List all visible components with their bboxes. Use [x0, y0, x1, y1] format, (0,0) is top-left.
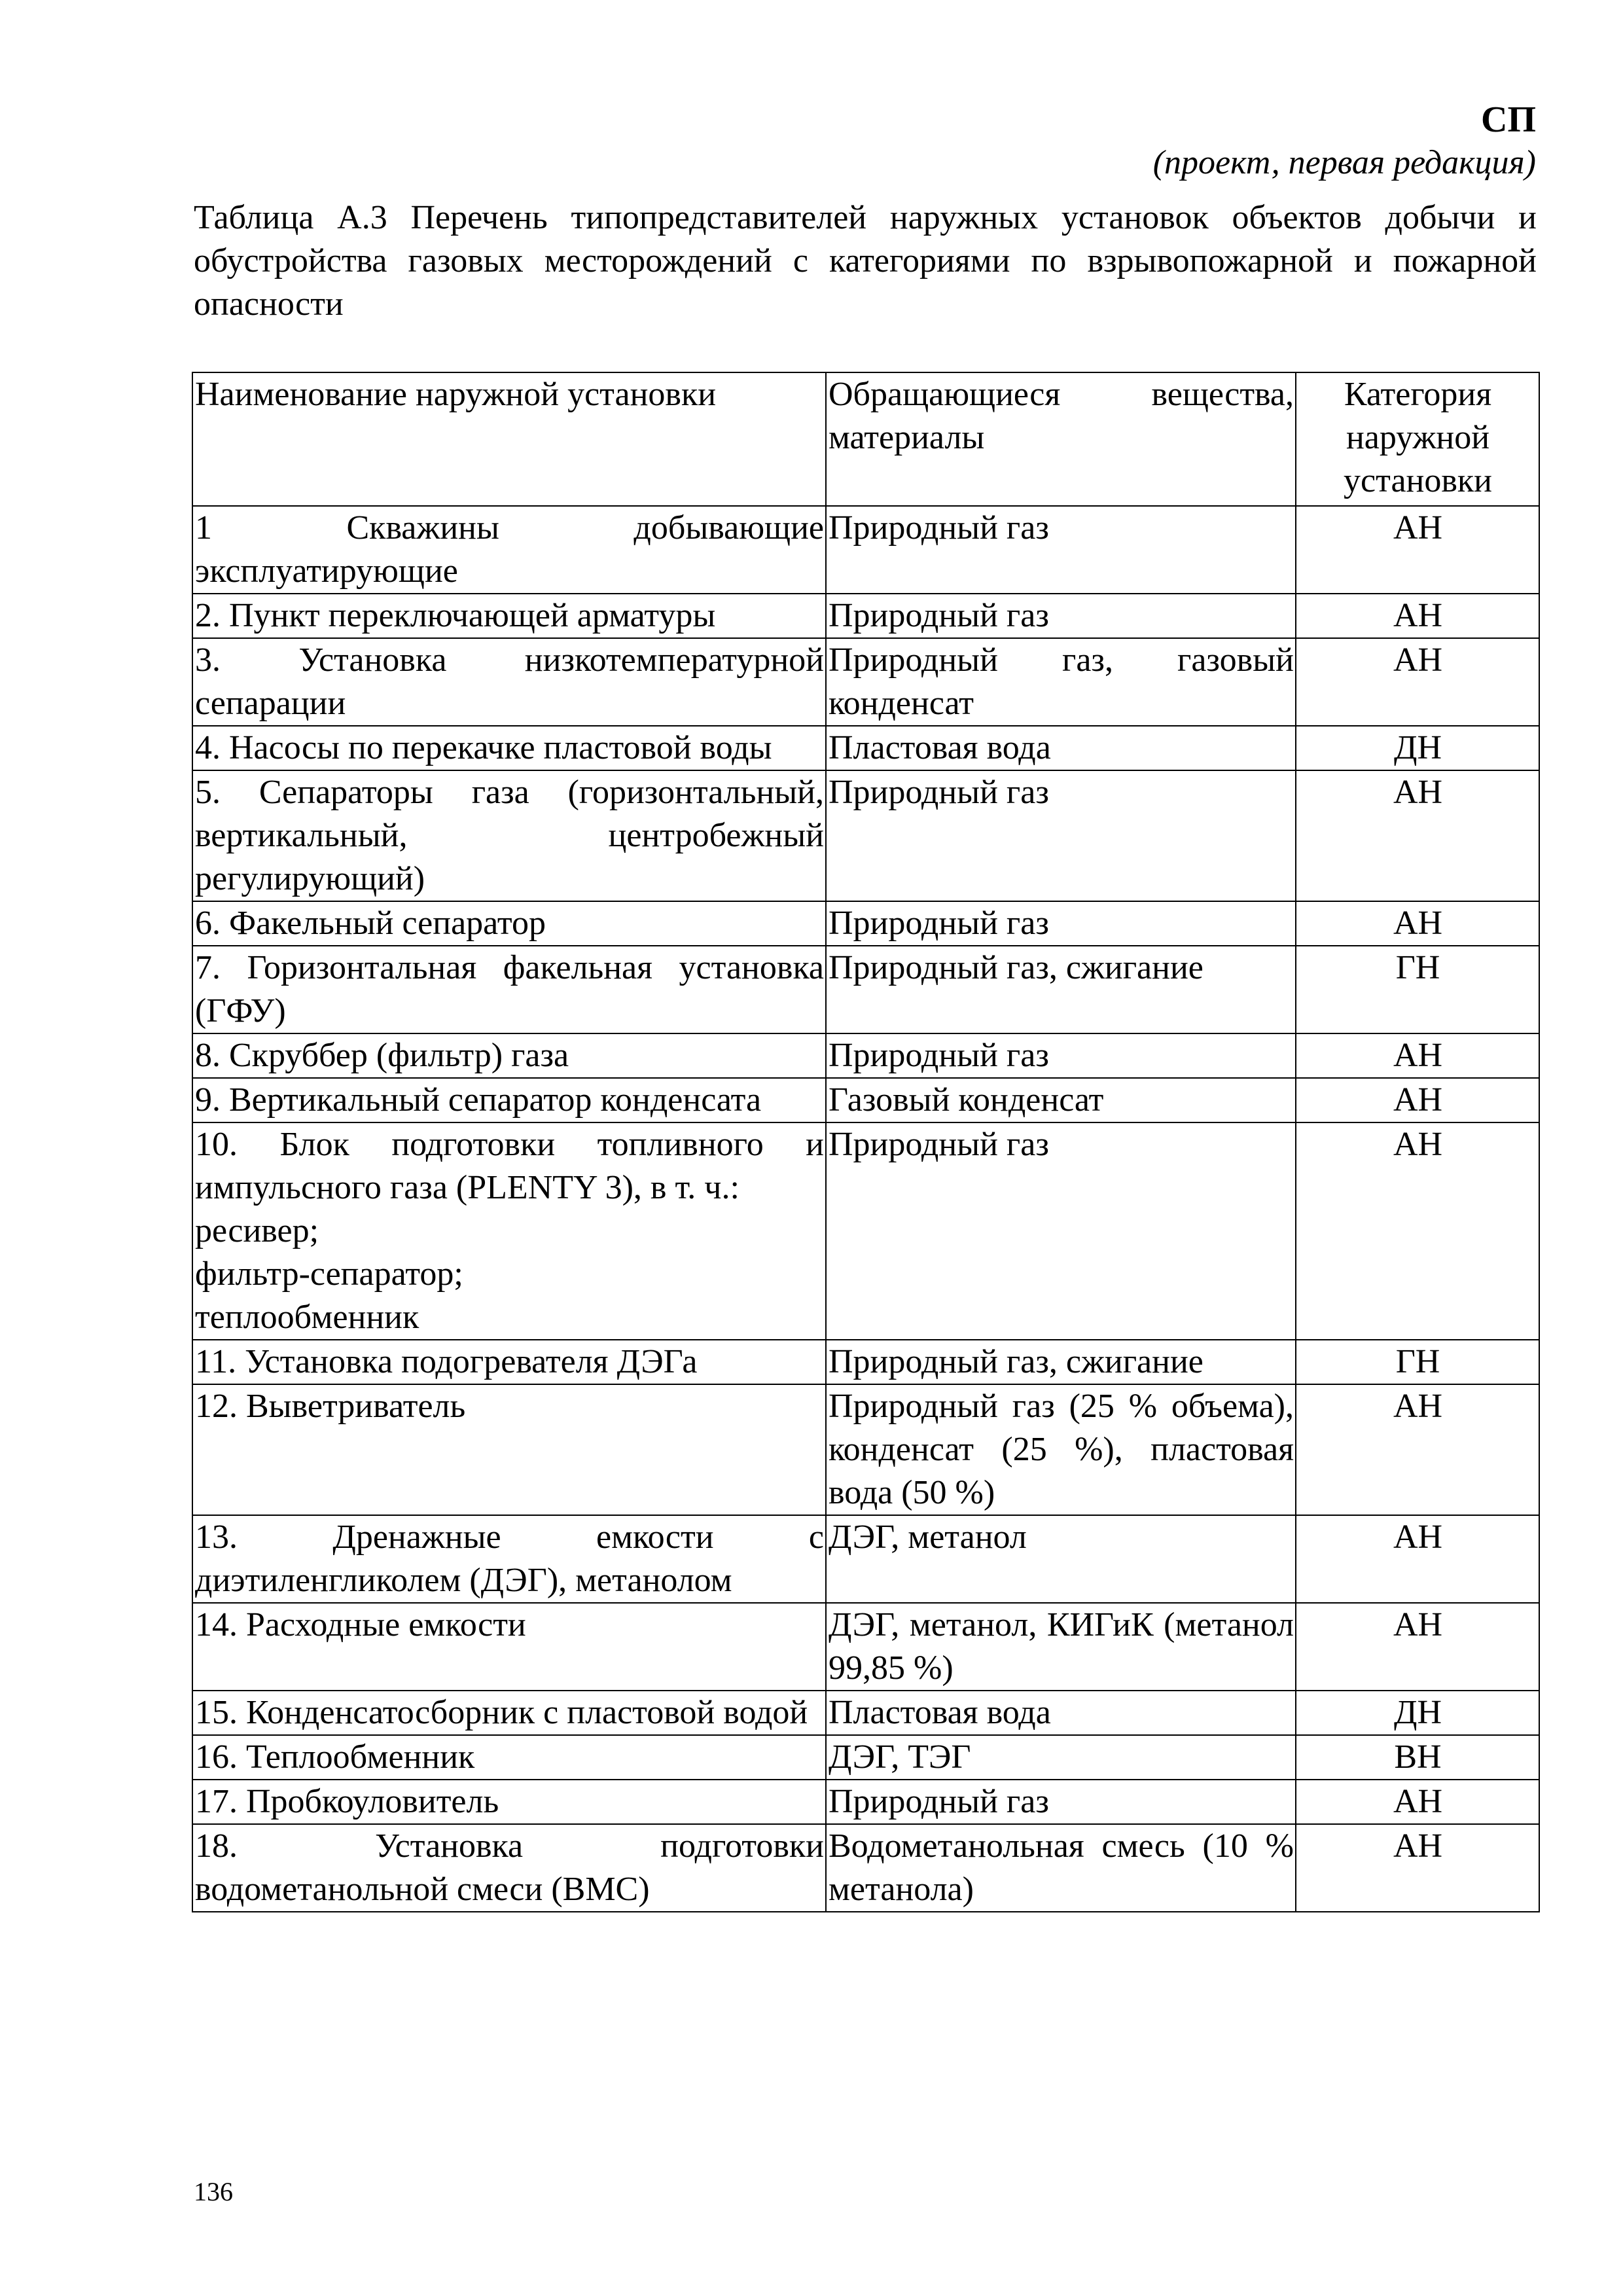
- installation-name: 1 Скважины добывающие эксплуатирующие: [195, 509, 824, 590]
- category-cell: АН: [1296, 1515, 1539, 1603]
- category-cell: АН: [1296, 594, 1539, 638]
- substances-cell: Природный газ: [826, 594, 1296, 638]
- installation-name-cell: [192, 1122, 826, 1340]
- installation-subitem: теплообменник: [195, 1299, 419, 1336]
- substances-cell: Природный газ: [826, 1033, 1296, 1078]
- substances-cell: ДЭГ, метанол, КИГиК (метанол 99,85 %): [826, 1603, 1296, 1691]
- category-cell: АН: [1296, 901, 1539, 946]
- installation-name-cell: [192, 1691, 826, 1735]
- installation-name: 2. Пункт переключающей арматуры: [195, 597, 716, 634]
- installation-name-cell: [192, 1515, 826, 1603]
- installation-name-cell: [192, 726, 826, 770]
- table-row: [192, 946, 1539, 1033]
- installation-name-cell: [192, 594, 826, 638]
- table-row: [192, 901, 1539, 946]
- substances-cell: Природный газ, газовый конденсат: [826, 638, 1296, 726]
- installation-name-cell: [192, 506, 826, 594]
- installation-name: 12. Выветриватель: [195, 1388, 466, 1425]
- category-cell: АН: [1296, 1384, 1539, 1515]
- installation-name-cell: [192, 1340, 826, 1384]
- installation-name-cell: [192, 1603, 826, 1691]
- installation-name-cell: [192, 1780, 826, 1824]
- installation-name: 15. Конденсатосборник с пластовой водой: [195, 1694, 808, 1731]
- table-row: [192, 594, 1539, 638]
- column-header-substances: Обращающиеся вещества, материалы: [826, 372, 1296, 506]
- installation-name-cell: [192, 1078, 826, 1122]
- table-row: [192, 1780, 1539, 1824]
- table-header-row: [192, 372, 1539, 506]
- column-header-name: Наименование наружной установки: [192, 372, 826, 506]
- installation-name: 11. Установка подогревателя ДЭГа: [195, 1343, 698, 1380]
- table-row: [192, 1122, 1539, 1340]
- installation-name-cell: [192, 901, 826, 946]
- table-row: [192, 726, 1539, 770]
- category-cell: АН: [1296, 1824, 1539, 1912]
- installation-name: 3. Установка низкотемпературной сепарации: [195, 641, 824, 722]
- table-row: [192, 506, 1539, 594]
- table-row: [192, 638, 1539, 726]
- category-cell: АН: [1296, 1122, 1539, 1340]
- installation-name-cell: [192, 1735, 826, 1780]
- installation-name-cell: [192, 946, 826, 1033]
- substances-cell: Природный газ, сжигание: [826, 1340, 1296, 1384]
- substances-cell: Природный газ: [826, 1780, 1296, 1824]
- installation-name: 6. Факельный сепаратор: [195, 905, 546, 942]
- category-cell: ГН: [1296, 946, 1539, 1033]
- installation-name-cell: [192, 1824, 826, 1912]
- category-cell: АН: [1296, 638, 1539, 726]
- substances-cell: ДЭГ, метанол: [826, 1515, 1296, 1603]
- substances-cell: ДЭГ, ТЭГ: [826, 1735, 1296, 1780]
- installation-name: 9. Вертикальный сепаратор конденсата: [195, 1081, 762, 1119]
- category-cell: АН: [1296, 1780, 1539, 1824]
- table-row: [192, 1033, 1539, 1078]
- category-cell: АН: [1296, 1603, 1539, 1691]
- column-header-category: Категория наружной установки: [1296, 372, 1539, 506]
- category-cell: АН: [1296, 770, 1539, 901]
- installation-name: 14. Расходные емкости: [195, 1606, 526, 1643]
- substances-cell: Водометанольная смесь (10 % метанола): [826, 1824, 1296, 1912]
- table-row: [192, 1384, 1539, 1515]
- installation-name-cell: [192, 770, 826, 901]
- installation-subitem: ресивер;: [195, 1212, 319, 1249]
- table-row: [192, 1735, 1539, 1780]
- document-edition: (проект, первая редакция): [1152, 144, 1536, 181]
- category-cell: ВН: [1296, 1735, 1539, 1780]
- installation-name: 17. Пробкоуловитель: [195, 1783, 499, 1820]
- table-row: [192, 1515, 1539, 1603]
- table-row: [192, 1078, 1539, 1122]
- installation-name: 4. Насосы по перекачке пластовой воды: [195, 729, 772, 766]
- table-caption: Таблица А.3 Перечень типопредставителей наружных установок объектов добычи и обустройства газовых месторождений с категориями по взрывопожарной и пожарной опасности: [194, 199, 1537, 323]
- category-cell: АН: [1296, 1033, 1539, 1078]
- category-cell: АН: [1296, 1078, 1539, 1122]
- substances-cell: Природный газ: [826, 506, 1296, 594]
- substances-cell: Природный газ: [826, 901, 1296, 946]
- document-code: СП: [1481, 99, 1536, 140]
- installation-name: 5. Сепараторы газа (горизонтальный, вертикальный, центробежный регулирующий): [195, 774, 824, 897]
- installation-name-cell: [192, 1384, 826, 1515]
- table-row: [192, 1340, 1539, 1384]
- installation-name: 10. Блок подготовки топливного и импульсного газа (PLENTY 3), в т. ч.:: [195, 1126, 824, 1206]
- installation-subitem: фильтр-сепаратор;: [195, 1255, 463, 1293]
- category-cell: ГН: [1296, 1340, 1539, 1384]
- installation-name-cell: [192, 1033, 826, 1078]
- installation-name: 16. Теплообменник: [195, 1738, 475, 1776]
- table-row: [192, 1824, 1539, 1912]
- installation-name: 18. Установка подготовки водометанольной смеси (ВМС): [195, 1827, 824, 1908]
- table-row: [192, 770, 1539, 901]
- installation-name: 7. Горизонтальная факельная установка (ГФУ): [195, 949, 824, 1030]
- substances-cell: Природный газ (25 % объема), конденсат (25 %), пластовая вода (50 %): [826, 1384, 1296, 1515]
- substances-cell: Природный газ: [826, 770, 1296, 901]
- installation-name-cell: [192, 638, 826, 726]
- category-cell: ДН: [1296, 1691, 1539, 1735]
- substances-cell: Пластовая вода: [826, 1691, 1296, 1735]
- substances-cell: Природный газ, сжигание: [826, 946, 1296, 1033]
- table-row: [192, 1603, 1539, 1691]
- page-number: 136: [194, 2177, 233, 2206]
- installation-name: 13. Дренажные емкости с диэтиленгликолем (ДЭГ), метанолом: [195, 1518, 824, 1599]
- table-body: [192, 506, 1539, 1912]
- category-cell: ДН: [1296, 726, 1539, 770]
- category-cell: АН: [1296, 506, 1539, 594]
- table-row: [192, 1691, 1539, 1735]
- installation-name: 8. Скруббер (фильтр) газа: [195, 1037, 569, 1074]
- installations-table: [192, 372, 1540, 1912]
- substances-cell: Пластовая вода: [826, 726, 1296, 770]
- substances-cell: Газовый конденсат: [826, 1078, 1296, 1122]
- substances-cell: Природный газ: [826, 1122, 1296, 1340]
